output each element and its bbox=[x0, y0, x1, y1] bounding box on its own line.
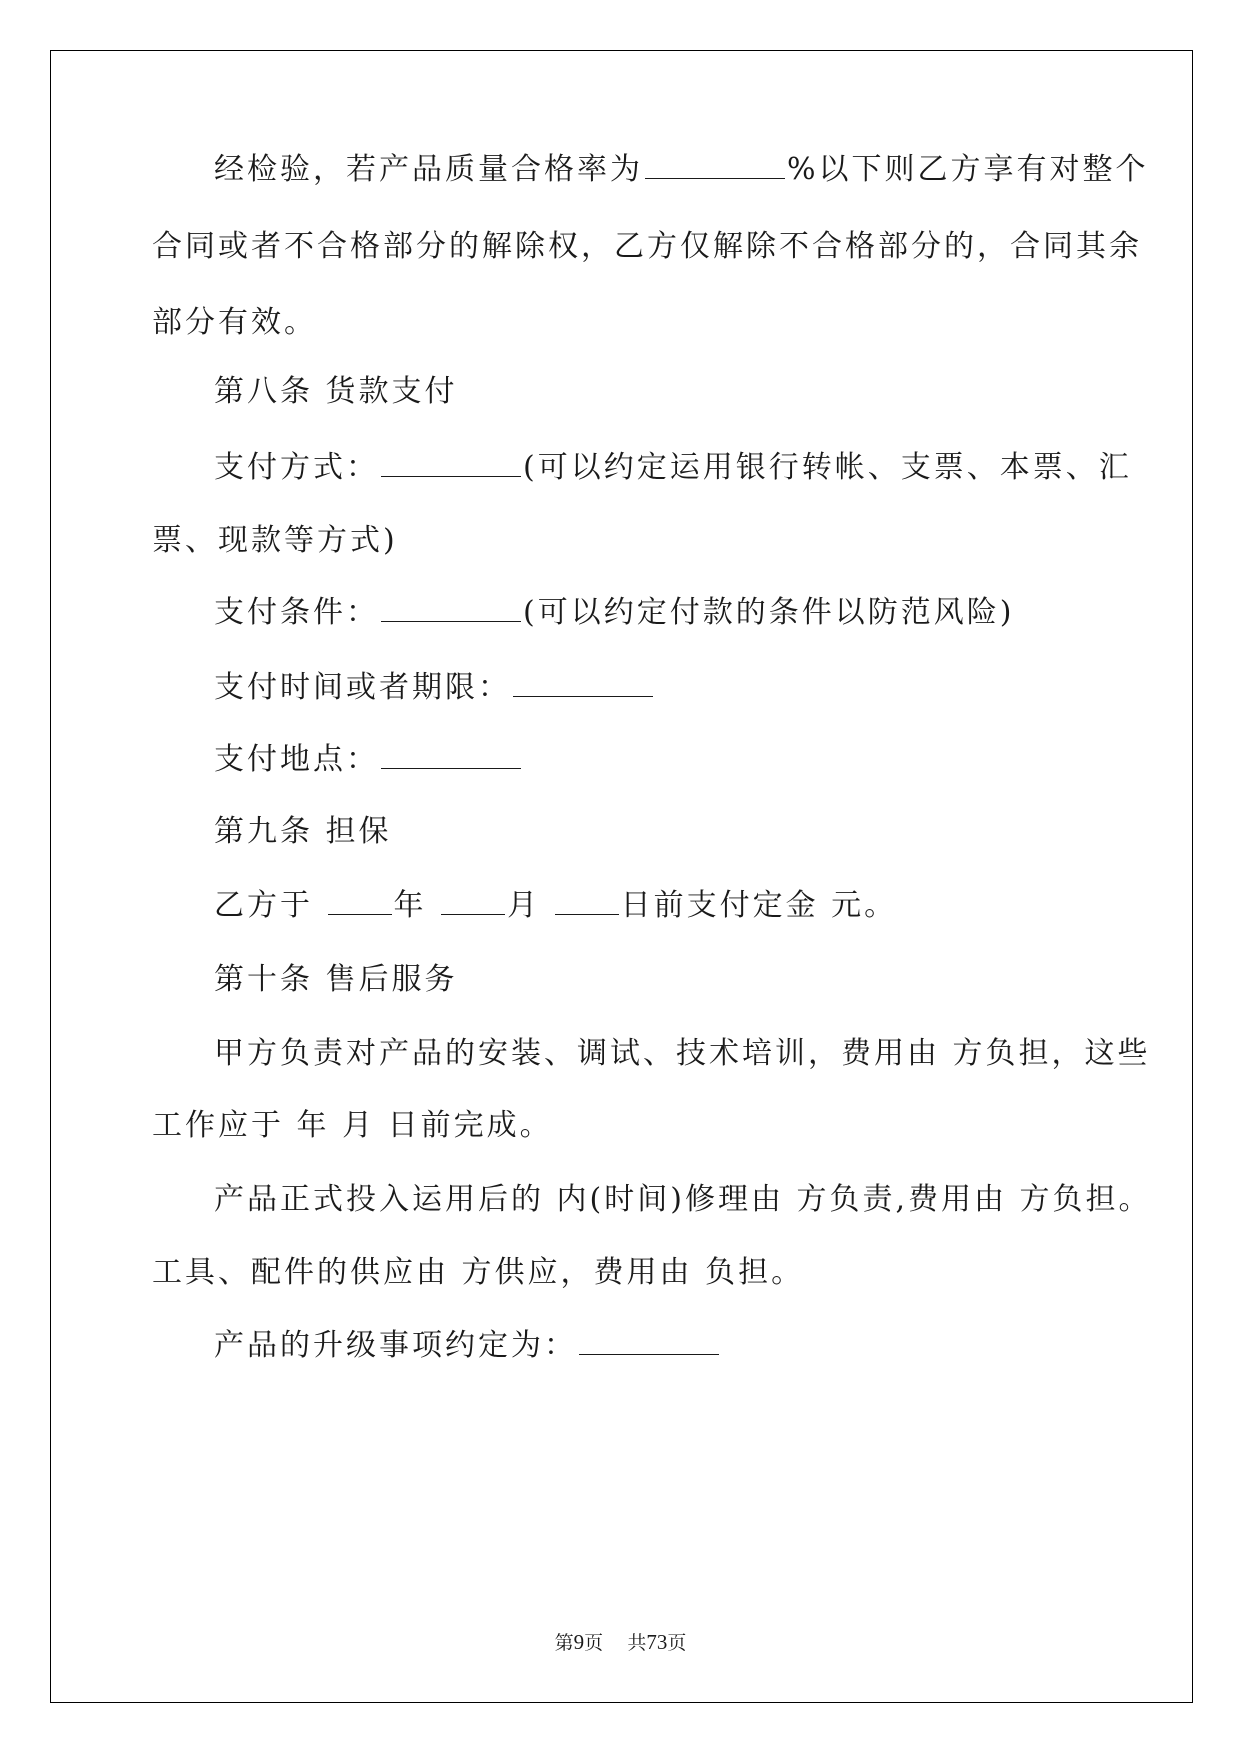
page-footer bbox=[0, 1628, 1241, 1655]
paragraph-line bbox=[214, 666, 655, 710]
blank-field bbox=[381, 591, 521, 622]
paragraph-line bbox=[214, 1324, 721, 1368]
line-text: 年 bbox=[393, 888, 440, 923]
section-heading bbox=[214, 958, 458, 1002]
blank-field bbox=[513, 666, 653, 697]
line-text: 合同或者不合格部分的解除权，乙方仅解除不合格部分的，合同其余 bbox=[152, 229, 1142, 264]
total-prefix: 共 bbox=[627, 1632, 647, 1654]
blank-field bbox=[328, 884, 392, 915]
blank-field bbox=[645, 148, 785, 179]
heading-text: 第十条 售后服务 bbox=[214, 962, 458, 997]
paragraph-line bbox=[214, 1178, 1152, 1222]
line-text: 乙方于 bbox=[214, 888, 326, 923]
line-text: 支付时间或者期限： bbox=[214, 670, 511, 705]
line-text: 甲方负责对产品的安装、调试、技术培训，费用由 方负担，这些 bbox=[214, 1036, 1151, 1071]
line-text: 部分有效。 bbox=[152, 305, 317, 340]
paragraph-line bbox=[214, 446, 1132, 490]
paragraph-line bbox=[214, 148, 1149, 192]
line-text: 票、现款等方式) bbox=[152, 523, 398, 558]
line-text: (可以约定运用银行转帐、支票、本票、汇 bbox=[523, 450, 1132, 485]
paragraph-line bbox=[214, 738, 523, 782]
line-text: 日前支付定金 元。 bbox=[620, 888, 898, 923]
total-suffix: 页 bbox=[667, 1632, 687, 1654]
paragraph-line bbox=[152, 301, 317, 345]
heading-text: 第八条 货款支付 bbox=[214, 374, 458, 409]
line-text: 支付条件： bbox=[214, 595, 379, 630]
line-text: 支付方式： bbox=[214, 450, 379, 485]
page-prefix: 第 bbox=[554, 1632, 574, 1654]
blank-field bbox=[579, 1324, 719, 1355]
line-text: 经检验，若产品质量合格率为 bbox=[214, 152, 643, 187]
paragraph-line bbox=[152, 1251, 804, 1295]
line-text: (可以约定付款的条件以防范风险) bbox=[523, 595, 1015, 630]
paragraph-line bbox=[152, 225, 1142, 269]
paragraph-line bbox=[214, 1032, 1151, 1076]
paragraph-line bbox=[152, 519, 398, 563]
blank-field bbox=[441, 884, 505, 915]
heading-text: 第九条 担保 bbox=[214, 814, 392, 849]
page-border bbox=[50, 50, 1193, 1703]
line-text: 工具、配件的供应由 方供应，费用由 负担。 bbox=[152, 1255, 805, 1290]
blank-field bbox=[381, 446, 521, 477]
line-text: %以下则乙方享有对整个 bbox=[787, 152, 1149, 187]
line-text: 产品的升级事项约定为： bbox=[214, 1328, 577, 1363]
section-heading bbox=[214, 810, 392, 854]
section-heading bbox=[214, 370, 458, 414]
blank-field bbox=[381, 738, 521, 769]
page-number: 9 bbox=[573, 1630, 585, 1654]
line-text: 产品正式投入运用后的 内(时间)修理由 方负责,费用由 方负担。 bbox=[214, 1182, 1152, 1217]
blank-field bbox=[555, 884, 619, 915]
line-text: 工作应于 年 月 日前完成。 bbox=[152, 1108, 553, 1143]
paragraph-line bbox=[214, 591, 1014, 635]
line-text: 月 bbox=[507, 888, 553, 923]
total-pages: 73 bbox=[646, 1630, 668, 1654]
page-suffix: 页 bbox=[584, 1632, 604, 1654]
line-text: 支付地点： bbox=[214, 742, 379, 777]
paragraph-line bbox=[152, 1104, 553, 1148]
paragraph-line bbox=[214, 884, 897, 928]
